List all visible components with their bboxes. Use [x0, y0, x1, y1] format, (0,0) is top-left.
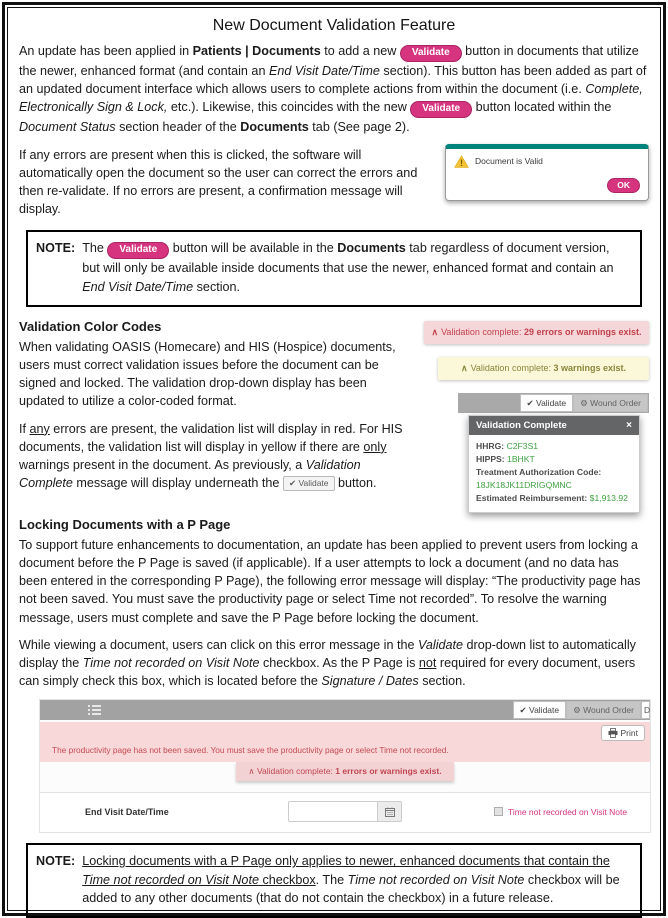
caret-up-icon: ∧ [248, 766, 255, 777]
text-run: section). This button has been added as part of an updated document interface which allows users to complete actions from within the document (i.e. [19, 64, 647, 97]
tac-value: 18JK18JK11DRIGQMNC [476, 479, 572, 490]
screenshot-toolbar [40, 700, 650, 720]
button-label: Validate [529, 705, 560, 716]
validate-toolbar-button[interactable] [513, 701, 567, 719]
text-run-underline: only [363, 439, 387, 454]
dialog-message-row [454, 155, 640, 168]
page-title: New Document Validation Feature [212, 17, 456, 34]
caret-up-icon: ∧ [460, 362, 468, 373]
note-box-2 [26, 843, 642, 918]
text-run-underline: checkbox [258, 872, 316, 887]
checkbox-label: Time not recorded on Visit Note [508, 806, 628, 817]
button-label: Print [620, 728, 638, 739]
document-valid-dialog [445, 144, 649, 201]
text-run: message will display underneath the [72, 476, 283, 491]
text-run-italic: Validation Complete [19, 458, 361, 491]
validation-color-codes-section [19, 318, 649, 503]
cut-off-button[interactable]: D [641, 701, 650, 719]
dropdown-header [469, 416, 639, 435]
text-run: required for every document, users can simply check this box, which is located before the [19, 656, 636, 689]
validate-small-button[interactable] [283, 476, 335, 491]
text-run: section. [418, 674, 466, 689]
print-button[interactable] [601, 725, 645, 741]
banner-label: Validation complete: [470, 362, 551, 373]
button-label: Wound Order [583, 705, 634, 716]
button-label: Validate [298, 478, 329, 489]
locking-paragraph-1: To support future enhancements to documentation, an update has been applied to prevent users from locking a document before the P Page is saved (if applicable). If a user attempts to lock a document (and no data has been entered in the corresponding P Page), the following error message will display: “The productivity page has not been saved. You must save the productivity page or select Time not recorded”. To resolve the warning message, users must complete and save the P Page before locking the document. [19, 537, 641, 625]
calendar-button[interactable] [378, 801, 402, 822]
menu-icon[interactable] [88, 705, 101, 715]
section-heading-color-codes: Validation Color Codes [19, 318, 162, 334]
locking-paragraph-2 [19, 636, 649, 691]
button-label: Validate [536, 397, 567, 408]
reimbursement-row [476, 492, 632, 505]
validate-button[interactable]: Validate [107, 242, 169, 259]
validate-button[interactable]: Validate [400, 45, 462, 62]
close-icon[interactable]: × [626, 419, 632, 431]
text-run: warnings present in the document. As previously, a [19, 458, 306, 473]
check-icon: ✔ [526, 397, 534, 408]
productivity-error-banner [40, 722, 650, 762]
ok-button[interactable]: OK [607, 178, 640, 193]
text-run-underline: Locking documents with a P Page only applies to newer, enhanced documents that contain the [82, 854, 610, 869]
button-label: Wound Order [590, 397, 641, 408]
text-run-italic: Time not recorded on Visit Note [82, 656, 260, 671]
text-run-italic: Complete, Electronically Sign & Lock, [19, 82, 643, 115]
document-page-inner [7, 7, 661, 911]
text-run-italic: End Visit Date/Time [268, 64, 380, 78]
banner-label: Validation complete: [441, 326, 522, 337]
yellow-validation-banner[interactable] [438, 357, 649, 380]
dialog-message: Document is Valid [475, 156, 543, 167]
time-not-recorded-group [494, 807, 627, 817]
text-run-bold: Documents [240, 120, 309, 135]
text-run-italic: Document Status [19, 120, 116, 135]
text-run: section. [193, 279, 241, 294]
text-run: tab regardless of document version, but will only be available inside documents that use the newer, enhanced format and contain an [82, 241, 614, 276]
text-run: to add a new [320, 44, 400, 58]
text-run: button will be available in the [169, 241, 338, 256]
text-run-bold: Patients | Documents [192, 44, 321, 58]
banner-value: 29 errors or warnings exist. [523, 326, 642, 337]
hipps-value: 1BHKT [507, 453, 535, 464]
text-run-italic: End Visit Date/Time [82, 279, 194, 294]
text-run: checkbox will be added to any other documents (that do not contain the checkbox) in a future release. [82, 872, 620, 905]
text-run: drop-down list to automatically display the [19, 637, 636, 671]
printer-icon [608, 728, 618, 738]
hhrg-value: C2F3S1 [506, 440, 539, 451]
hhrg-label: HHRG: [476, 440, 505, 451]
text-run: etc.). Likewise, this coincides with the new [167, 100, 411, 115]
hhrg-row [476, 440, 632, 453]
note-label: NOTE: [36, 241, 76, 256]
svg-text:!: ! [460, 157, 463, 168]
text-run: checkbox. As the P Page is [259, 656, 419, 671]
text-run: . The [315, 872, 348, 887]
document-toolbar-preview [458, 393, 649, 413]
banner-value: 3 warnings exist. [553, 362, 627, 373]
text-run: While viewing a document, users can click on this error message in the [19, 637, 418, 652]
tac-label: Treatment Authorization Code: [476, 466, 602, 477]
note-body [82, 239, 630, 295]
text-run: button located within the [472, 100, 612, 115]
tab-value: 1 errors or warnings exist. [335, 766, 442, 777]
text-run-italic-underline: Time not recorded on Visit Note [82, 872, 259, 887]
document-screenshot [39, 699, 651, 833]
text-run: button in documents that utilize the newer, enhanced format (and contain an [19, 44, 639, 78]
check-icon: ✔ [519, 705, 527, 716]
dropdown-body [469, 435, 639, 512]
text-run-italic: Validate [417, 637, 464, 652]
tac-value-row [476, 479, 632, 492]
end-visit-date-label: End Visit Date/Time [85, 806, 169, 817]
note-box-1 [26, 230, 642, 306]
dialog-footer [454, 175, 640, 193]
text-run: The [82, 241, 108, 256]
reimbursement-value: $1,913.92 [589, 492, 628, 503]
validation-complete-dropdown [468, 415, 640, 513]
section-heading-locking: Locking Documents with a P Page [19, 516, 231, 532]
text-run: An update has been applied in [19, 44, 193, 58]
caret-up-icon: ∧ [431, 326, 439, 337]
date-input-group [288, 801, 402, 822]
text-run-underline: any [29, 421, 50, 436]
color-codes-paragraph-1: When validating OASIS (Homecare) and HIS (Hospice) documents, users must correct validation issues before the document can be signed and locked. The validation drop-down display has been updated to utilize a color-coded format. [19, 339, 396, 409]
document-page [2, 2, 666, 916]
time-not-recorded-checkbox[interactable] [494, 807, 503, 816]
gear-icon: ⚙ [580, 397, 588, 408]
wound-order-button[interactable] [573, 394, 648, 412]
tab-label: Validation complete: [257, 766, 333, 777]
text-run: If [19, 421, 30, 436]
color-code-examples [424, 321, 649, 513]
hipps-label: HIPPS: [476, 453, 505, 464]
text-run-bold: Documents [337, 241, 406, 256]
error-message: The productivity page has not been saved. You must save the productivity page or select Time not recorded. [52, 745, 449, 756]
note-body [82, 852, 630, 907]
note-label: NOTE: [36, 854, 76, 869]
text-run-underline: not [418, 656, 437, 671]
calendar-icon [385, 807, 395, 817]
end-visit-date-input[interactable] [288, 801, 378, 822]
text-run: errors are present, the validation list will display in red. For HIS documents, the validation list will display in yellow if there are [19, 421, 403, 454]
end-visit-form-row [40, 792, 650, 832]
validation-complete-tab[interactable] [236, 762, 453, 781]
reimbursement-label: Estimated Reimbursement: [476, 492, 588, 503]
wound-order-button[interactable] [566, 701, 641, 719]
text-run-italic: Time not recorded on Visit Note [347, 872, 525, 887]
warning-icon [454, 155, 469, 168]
validate-toolbar-button[interactable] [520, 394, 574, 412]
text-run: section header of the [115, 120, 241, 135]
dropdown-title: Validation Complete [476, 419, 567, 431]
validate-button[interactable]: Validate [410, 101, 472, 118]
check-icon: ✔ [288, 478, 297, 489]
intro-paragraph [19, 42, 649, 137]
red-validation-banner[interactable] [424, 321, 649, 344]
tac-label-row [476, 466, 632, 479]
text-run: tab (See page 2). [308, 120, 410, 135]
text-run: button. [334, 476, 377, 491]
gear-icon: ⚙ [573, 705, 581, 716]
text-run-italic: Signature / Dates [321, 674, 419, 689]
hipps-row [476, 453, 632, 466]
errors-paragraph: If any errors are present when this is clicked, the software will automatically open the document so the user can correct the errors and then re-validate. If no errors are present, a confirmation message will display. [19, 147, 418, 217]
confirmation-section [19, 146, 649, 228]
